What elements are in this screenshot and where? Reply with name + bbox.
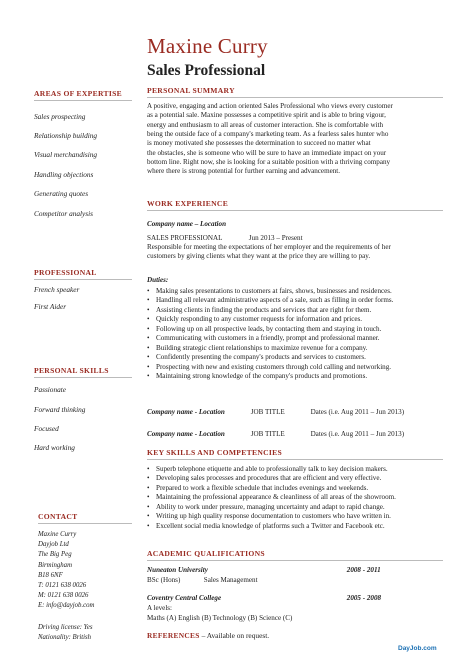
personal-skill-item: Focused xyxy=(34,424,59,433)
contact-line: B18 6NF xyxy=(38,571,63,579)
duty-item: • Following up on all prospective leads, by contacting them and staying in touch. xyxy=(147,325,447,334)
duties-label: Duties: xyxy=(147,276,169,284)
skill-item: • Ability to work under pressure, managing uncertainty and adapt to rapid change. xyxy=(147,503,447,512)
summary-heading: PERSONAL SUMMARY xyxy=(147,86,443,98)
expertise-item: Competitor analysis xyxy=(34,209,93,218)
degree-row xyxy=(147,576,258,584)
other-job-title: JOB TITLE xyxy=(250,408,285,416)
expertise-item: Handling objections xyxy=(34,170,94,179)
duty-item: • Prospecting with new and existing customers through cold calling and networking. xyxy=(147,363,447,372)
contact-email[interactable]: E: info@dayjob.com xyxy=(38,602,95,610)
personal-skill-item: Passionate xyxy=(34,385,67,394)
candidate-name: Maxine Curry xyxy=(147,34,268,58)
personal-skill-item: Hard working xyxy=(34,443,75,452)
other-job-company: Company name - Location xyxy=(147,430,225,438)
summary-line: A positive, engaging and action oriented Sales Professional who views every customer xyxy=(147,102,393,110)
duty-item: • Confidently presenting the company's products and services to customers. xyxy=(147,353,447,362)
experience-heading: WORK EXPERIENCE xyxy=(147,199,443,211)
personal-skill-item: Forward thinking xyxy=(34,405,86,414)
job-company: Company name – Location xyxy=(147,220,227,228)
degree-type: BSc (Hons) xyxy=(147,576,181,584)
skill-item: • Superb telephone etiquette and able to professionally talk to key decision makers. xyxy=(147,465,447,474)
contact-line: Dayjob Ltd xyxy=(38,541,69,549)
other-job-company: Company name - Location xyxy=(147,408,225,416)
references-heading: REFERENCES xyxy=(147,631,200,640)
other-job xyxy=(147,408,404,416)
other-job-dates: Dates (i.e. Aug 2011 – Jun 2013) xyxy=(310,430,405,438)
expertise-item: Relationship building xyxy=(34,131,98,140)
job-dates: Jun 2013 – Present xyxy=(248,234,303,242)
contact-line: Maxine Curry xyxy=(38,531,77,538)
alevels-label: A levels: xyxy=(147,604,173,612)
nationality: Nationality: British xyxy=(38,633,92,641)
summary-line: is money motivated she possesses the determination to succeed no matter what xyxy=(147,139,371,148)
duty-item: • Maintaining strong knowledge of the company's products and promotions. xyxy=(147,372,447,381)
skill-item: • Prepared to work a flexible schedule that includes evenings and weekends. xyxy=(147,484,447,493)
job-description-line: customers by giving clients what they want at the price they are willing to pay. xyxy=(147,252,371,261)
skills-heading: KEY SKILLS AND COMPETENCIES xyxy=(147,448,443,460)
summary-line: energy and enthusiasm to all areas of customer interaction. She is comfortable with xyxy=(147,120,384,129)
job-description xyxy=(147,243,447,262)
college-name: Coventry Central College xyxy=(147,594,222,602)
expertise-item: Sales prospecting xyxy=(34,112,86,121)
professional-item: First Aider xyxy=(34,302,67,311)
expertise-heading: AREAS OF EXPERTISE xyxy=(34,89,132,101)
summary-text xyxy=(147,102,447,177)
contact-line: Birmingham xyxy=(38,561,72,569)
other-job-dates: Dates (i.e. Aug 2011 – Jun 2013) xyxy=(310,408,405,416)
references-row xyxy=(147,631,269,640)
duties-list xyxy=(147,287,447,382)
alevels-grades: Maths (A) English (B) Technology (B) Science (C) xyxy=(147,614,293,622)
degree-subject: Sales Management xyxy=(203,576,258,584)
duty-item: • Building strategic client relationships to maximize revenue for a company. xyxy=(147,344,447,353)
candidate-title: Sales Professional xyxy=(147,62,266,79)
summary-line: as a potential sale. Maxine possesses a competitive spirit and is able to bring vigour, xyxy=(147,111,386,120)
skill-item: • Maintaining the professional appearance & cleanliness of all areas of the showroom. xyxy=(147,493,447,502)
duty-item: • Making sales presentations to customers at fairs, shows, businesses and residences. xyxy=(147,287,447,296)
contact-heading: CONTACT xyxy=(38,512,132,524)
references-text: – Available on request. xyxy=(201,631,270,640)
job-description-line: Responsible for meeting the expectations of her employer and the requirements of her xyxy=(147,243,391,251)
college-dates: 2005 - 2008 xyxy=(346,594,382,602)
skill-item: • Developing sales processes and procedures that are efficient and very effective. xyxy=(147,474,447,483)
duty-item: • Quickly responding to any customer requests for information and prices. xyxy=(147,315,447,324)
personal-skills-heading: PERSONAL SKILLS xyxy=(34,366,132,378)
other-job-title: JOB TITLE xyxy=(250,430,285,438)
summary-line: being the outside face of a company's marketing team. As a fearless sales hunter who xyxy=(147,130,389,139)
duty-item: • Assisting clients in finding the products and services that are right for them. xyxy=(147,306,447,315)
job-role: SALES PROFESSIONAL xyxy=(147,234,223,242)
expertise-item: Visual merchandising xyxy=(34,150,98,159)
professional-heading: PROFESSIONAL xyxy=(34,268,132,280)
summary-line: bottom line. Right now, she is looking for a suitable position with a thriving company xyxy=(147,158,391,167)
professional-item: French speaker xyxy=(34,285,80,294)
expertise-item: Generating quotes xyxy=(34,189,89,198)
education-row xyxy=(147,566,381,574)
summary-line: the obstacles, she is someone who will be sure to have an immediate impact on your xyxy=(147,148,387,157)
education-heading: ACADEMIC QUALIFICATIONS xyxy=(147,549,443,561)
duty-item: • Handling all relevant administrative aspects of a sale, such as filling in order forms. xyxy=(147,296,447,305)
education-row xyxy=(147,594,381,602)
duty-item: • Communicating with customers in a friendly, prompt and professional manner. xyxy=(147,334,447,343)
contact-details xyxy=(38,530,138,643)
contact-line: The Big Peg xyxy=(38,551,72,559)
contact-line: M: 0121 638 0026 xyxy=(38,592,89,600)
university-dates: 2008 - 2011 xyxy=(346,566,381,574)
contact-line: T: 0121 638 0026 xyxy=(38,582,87,590)
skill-item: • Writing up high quality response documentation to customers who have written in. xyxy=(147,512,447,521)
other-job xyxy=(147,430,404,438)
job-role-line xyxy=(147,234,303,242)
dayjob-logo[interactable]: DayJob.com xyxy=(398,645,437,652)
skill-item: • Excellent social media knowledge of platforms such a Twitter and Facebook etc. xyxy=(147,522,447,531)
summary-line: where there is strong potential for further earning and advancement. xyxy=(147,167,341,176)
skills-list xyxy=(147,465,447,531)
university-name: Nuneaton University xyxy=(147,566,208,574)
driving-license: Driving license: Yes xyxy=(38,623,93,631)
